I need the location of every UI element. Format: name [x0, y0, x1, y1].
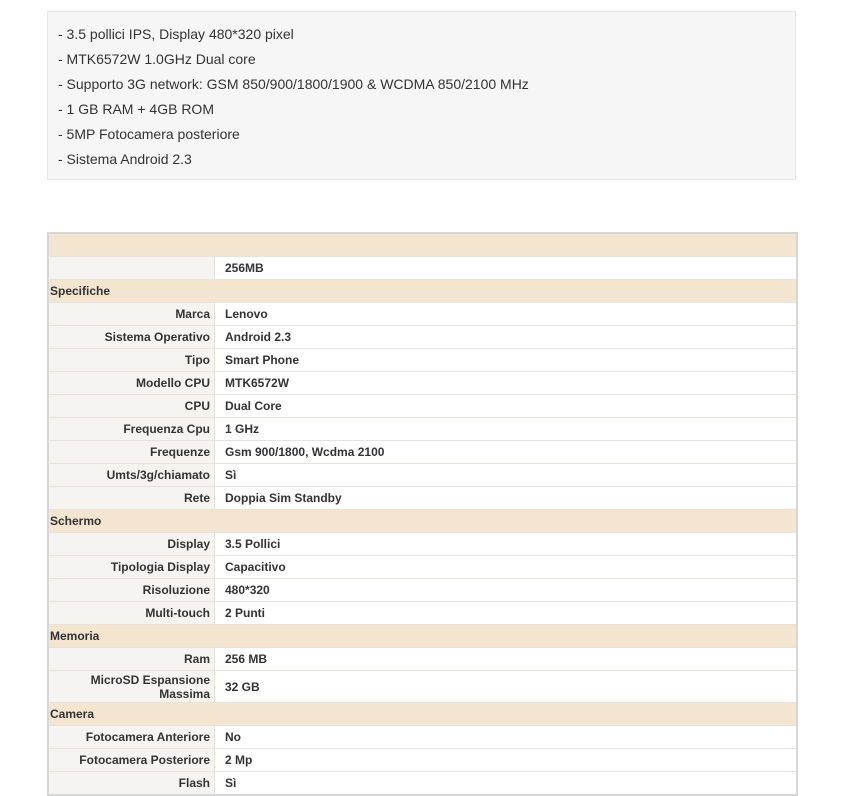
feature-line: - 5MP Fotocamera posteriore — [58, 126, 240, 142]
row-value: Doppia Sim Standby — [215, 487, 796, 509]
row-label: Display — [49, 533, 215, 555]
table-row — [49, 394, 796, 417]
row-value: Capacitivo — [215, 556, 796, 578]
row-value: Sì — [215, 772, 796, 794]
row-value: Sì — [215, 464, 796, 486]
row-value: 256MB — [215, 257, 796, 279]
table-row — [49, 748, 796, 771]
row-label: Risoluzione — [49, 579, 215, 601]
feature-line: - 3.5 pollici IPS, Display 480*320 pixel — [58, 26, 294, 42]
row-value: Gsm 900/1800, Wcdma 2100 — [215, 441, 796, 463]
feature-line: - 1 GB RAM + 4GB ROM — [58, 101, 214, 117]
table-row — [49, 532, 796, 555]
row-value: MTK6572W — [215, 372, 796, 394]
table-row — [49, 325, 796, 348]
table-row — [49, 348, 796, 371]
row-value: No — [215, 726, 796, 748]
table-row — [49, 302, 796, 325]
row-value: Dual Core — [215, 395, 796, 417]
row-label: Flash — [49, 772, 215, 794]
row-label: Modello CPU — [49, 372, 215, 394]
spec-table — [47, 232, 798, 796]
table-row — [49, 555, 796, 578]
table-row — [49, 371, 796, 394]
row-value: 2 Punti — [215, 602, 796, 624]
row-value: Smart Phone — [215, 349, 796, 371]
table-row — [49, 670, 796, 702]
row-label: Umts/3g/chiamato — [49, 464, 215, 486]
table-row — [49, 417, 796, 440]
table-row — [49, 440, 796, 463]
row-label: MicroSD Espansione Massima — [49, 671, 215, 702]
row-value: 3.5 Pollici — [215, 533, 796, 555]
section-header-camera: Camera — [49, 702, 796, 725]
row-label — [49, 257, 215, 279]
table-row — [49, 463, 796, 486]
row-value: 32 GB — [215, 671, 796, 702]
row-label: Ram — [49, 648, 215, 670]
row-label: Fotocamera Posteriore — [49, 749, 215, 771]
table-header-band — [49, 234, 796, 256]
row-value: 256 MB — [215, 648, 796, 670]
feature-line: - Supporto 3G network: GSM 850/900/1800/1900 & WCDMA 850/2100 MHz — [58, 76, 529, 92]
section-header-memoria: Memoria — [49, 624, 796, 647]
row-label: Tipo — [49, 349, 215, 371]
row-value: 1 GHz — [215, 418, 796, 440]
section-header-schermo: Schermo — [49, 509, 796, 532]
table-row — [49, 647, 796, 670]
row-label: Marca — [49, 303, 215, 325]
table-row — [49, 256, 796, 279]
row-value: Lenovo — [215, 303, 796, 325]
row-label: Multi-touch — [49, 602, 215, 624]
table-row — [49, 725, 796, 748]
row-label: Sistema Operativo — [49, 326, 215, 348]
row-label: Frequenza Cpu — [49, 418, 215, 440]
row-value: 2 Mp — [215, 749, 796, 771]
feature-line: - MTK6572W 1.0GHz Dual core — [58, 51, 256, 67]
row-label: CPU — [49, 395, 215, 417]
row-label: Frequenze — [49, 441, 215, 463]
features-box — [47, 11, 796, 180]
feature-line: - Sistema Android 2.3 — [58, 151, 192, 167]
row-label: Fotocamera Anteriore — [49, 726, 215, 748]
table-row — [49, 486, 796, 509]
table-row — [49, 578, 796, 601]
row-value: 480*320 — [215, 579, 796, 601]
row-label: Tipologia Display — [49, 556, 215, 578]
row-label: Rete — [49, 487, 215, 509]
table-row — [49, 601, 796, 624]
table-row — [49, 771, 796, 794]
row-value: Android 2.3 — [215, 326, 796, 348]
section-header-specifiche: Specifiche — [49, 279, 796, 302]
